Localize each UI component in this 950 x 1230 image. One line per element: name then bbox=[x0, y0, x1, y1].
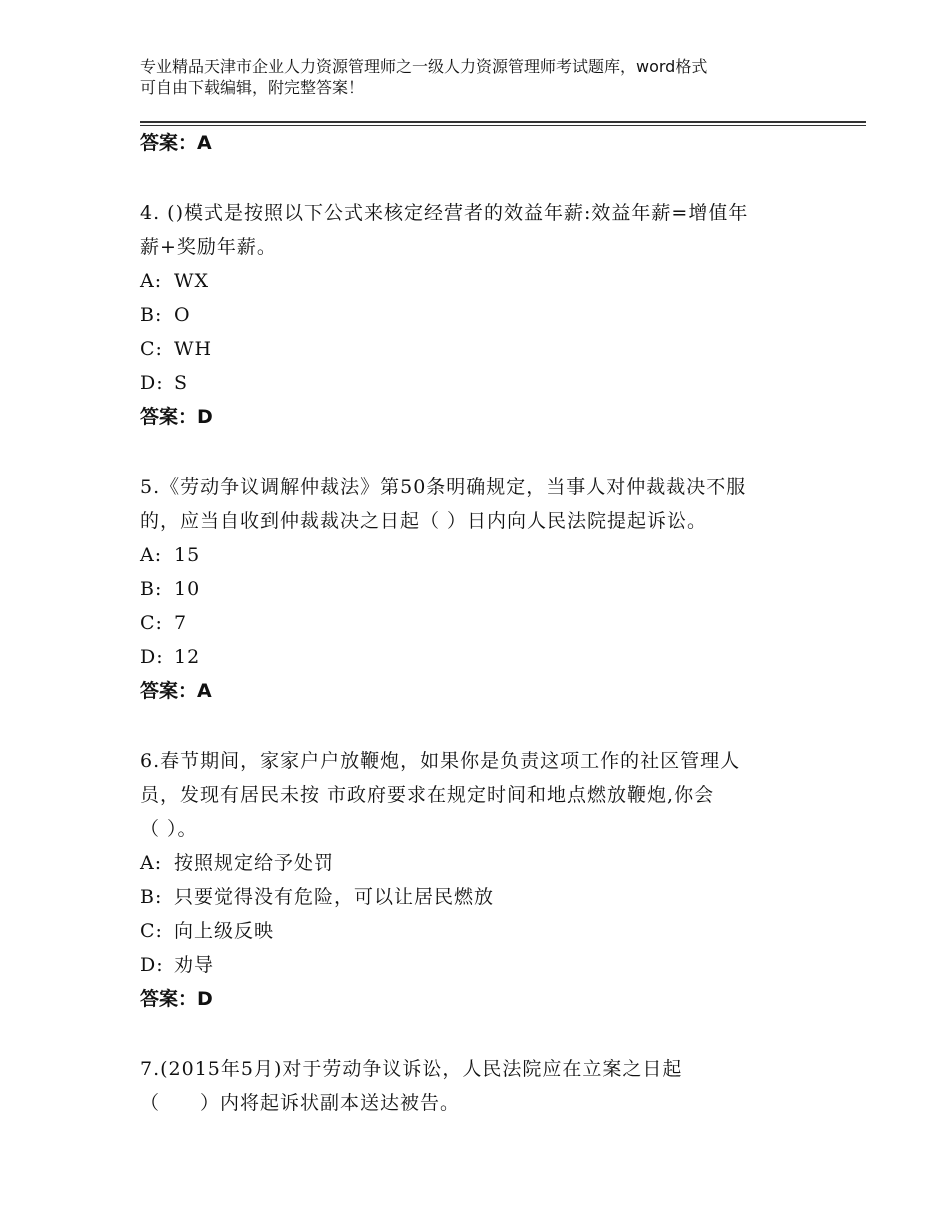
option-b bbox=[140, 572, 820, 606]
option-label: A: bbox=[140, 852, 163, 874]
option-c bbox=[140, 914, 820, 948]
option-text: WH bbox=[174, 338, 213, 360]
document-body bbox=[140, 126, 820, 1120]
question-stem-line: 的，应当自收到仲裁裁决之日起（ ）日内向人民法院提起诉讼。 bbox=[140, 510, 708, 532]
spacer bbox=[140, 434, 820, 470]
option-label: B: bbox=[140, 578, 163, 600]
option-text: 只要觉得没有危险，可以让居民燃放 bbox=[174, 886, 495, 908]
spacer bbox=[140, 1016, 820, 1052]
option-c bbox=[140, 606, 820, 640]
option-label: A: bbox=[140, 544, 163, 566]
question-stem-line: 7.(2015年5月)对于劳动争议诉讼，人民法院应在立案之日起 bbox=[140, 1058, 683, 1080]
option-text: 12 bbox=[174, 646, 201, 668]
question-7 bbox=[140, 1052, 820, 1120]
answer-line: 答案：A bbox=[140, 680, 212, 702]
option-text: O bbox=[174, 304, 191, 326]
option-label: C: bbox=[140, 920, 163, 942]
header-line-1: 专业精品天津市企业人力资源管理师之一级人力资源管理师考试题库，word格式 bbox=[140, 57, 708, 76]
option-label: D: bbox=[140, 646, 164, 668]
option-label: B: bbox=[140, 304, 163, 326]
question-5 bbox=[140, 470, 820, 708]
answer-line: 答案：A bbox=[140, 132, 212, 154]
option-b bbox=[140, 880, 820, 914]
option-text: 7 bbox=[174, 612, 188, 634]
question-stem-line: 薪+奖励年薪。 bbox=[140, 236, 277, 258]
option-label: C: bbox=[140, 338, 163, 360]
option-label: B: bbox=[140, 886, 163, 908]
answer-line: 答案：D bbox=[140, 406, 213, 428]
header-line-2: 可自由下载编辑，附完整答案！ bbox=[140, 78, 365, 97]
answer-line: 答案：D bbox=[140, 988, 213, 1010]
option-label: D: bbox=[140, 372, 164, 394]
option-b bbox=[140, 298, 820, 332]
question-stem-line: （ ）。 bbox=[140, 818, 198, 840]
option-text: 劝导 bbox=[174, 954, 215, 976]
spacer bbox=[140, 160, 820, 196]
question-stem-line: 5.《劳动争议调解仲裁法》第50条明确规定，当事人对仲裁裁决不服 bbox=[140, 476, 747, 498]
option-label: D: bbox=[140, 954, 164, 976]
document-header bbox=[140, 56, 840, 98]
option-c bbox=[140, 332, 820, 366]
option-label: A: bbox=[140, 270, 163, 292]
option-d bbox=[140, 640, 820, 674]
option-d bbox=[140, 366, 820, 400]
option-text: 按照规定给予处罚 bbox=[174, 852, 335, 874]
option-text: 向上级反映 bbox=[174, 920, 275, 942]
option-a bbox=[140, 264, 820, 298]
option-text: WX bbox=[174, 270, 210, 292]
header-rule-thick bbox=[140, 121, 866, 123]
question-stem-line: 6.春节期间，家家户户放鞭炮，如果你是负责这项工作的社区管理人 bbox=[140, 750, 741, 772]
option-a bbox=[140, 538, 820, 572]
question-stem-line: 员，发现有居民未按 市政府要求在规定时间和地点燃放鞭炮,你会 bbox=[140, 784, 715, 806]
question-stem-line: （ ）内将起诉状副本送达被告。 bbox=[140, 1092, 461, 1114]
option-a bbox=[140, 846, 820, 880]
option-label: C: bbox=[140, 612, 163, 634]
spacer bbox=[140, 708, 820, 744]
question-stem-line: 4. ()模式是按照以下公式来核定经营者的效益年薪:效益年薪=增值年 bbox=[140, 202, 749, 224]
option-d bbox=[140, 948, 820, 982]
question-4 bbox=[140, 196, 820, 434]
option-text: 10 bbox=[174, 578, 201, 600]
option-text: S bbox=[174, 372, 189, 394]
question-6 bbox=[140, 744, 820, 1016]
option-text: 15 bbox=[174, 544, 201, 566]
